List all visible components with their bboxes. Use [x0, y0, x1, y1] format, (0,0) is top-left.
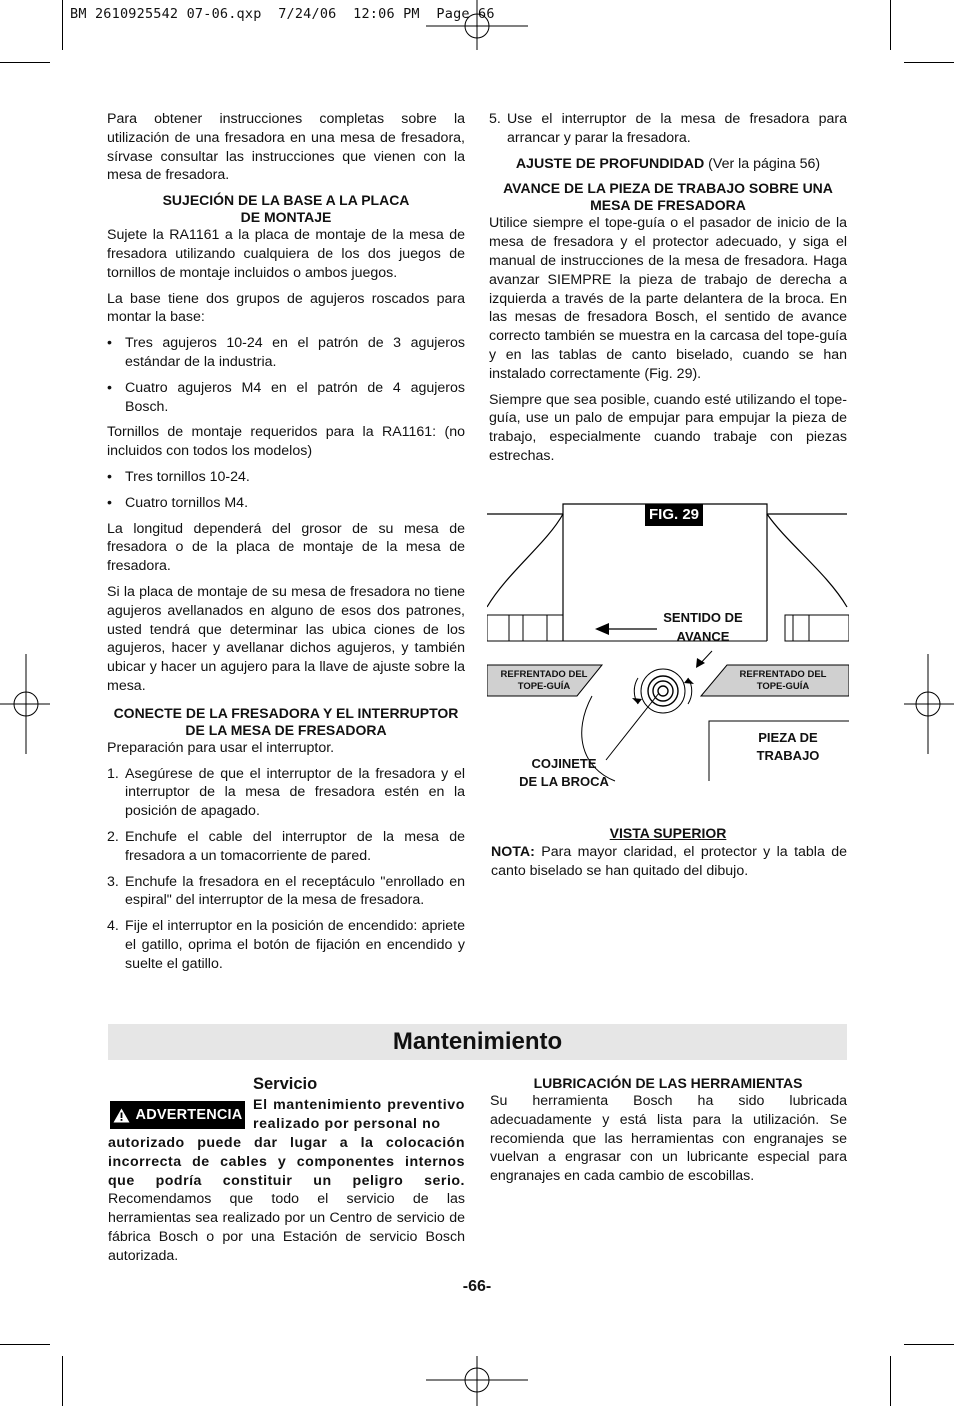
bullet-icon: • — [107, 494, 112, 511]
lubricacion-paragraph: Su herramienta Bosch ha sido lubricada adecuadamente y está lista para la utilización. Se recomienda que las herramientas con engranajes se vuelvan a engrasar con un lubricante especial para engranajes en cada cambio de escobillas. — [490, 1093, 847, 1185]
section-heading-conecte — [107, 705, 465, 739]
intro-paragraph: Para obtener instrucciones completas sobre la utilización de una fresadora en una mesa de fresadora, sírvase consultar las instrucciones que vienen con la mesa de fresadora. — [107, 111, 465, 184]
label-line: SENTIDO DE — [663, 610, 743, 625]
bullet-list — [107, 334, 465, 416]
ajuste-reference: (Ver la página 56) — [704, 155, 821, 172]
heading-line: DE LA MESA DE FRESADORA — [185, 721, 387, 738]
list-item — [107, 494, 465, 513]
paragraph: La base tiene dos grupos de agujeros roscados para montar la base: — [107, 290, 465, 326]
registration-mark-icon — [904, 654, 954, 754]
paragraph: Utilice siempre el tope-guía o el pasador de inicio de la mesa de fresadora y el protector adecuado, y siga el manual de instrucciones de la mesa de fresadora. Haga avanzar SIEMPRE la pieza de trabajo de derecha a izquierda a través de la parte delantera de la broca. En las mesas de fresadora Bosch, el sentido de avance correcto también se muestra en la carcasa del tope-guía y en las tablas de canto biselado, cuando se han instalado correctamente (Fig. 29). — [489, 215, 847, 382]
list-item-text: Cuatro tornillos M4. — [125, 494, 249, 511]
numbered-list — [107, 765, 465, 974]
bullet-icon: • — [107, 335, 112, 352]
sentido-label — [647, 608, 759, 646]
registration-mark-icon — [426, 0, 528, 50]
fence-left-curve — [487, 514, 563, 607]
list-number: 4. — [107, 918, 119, 935]
list-item — [107, 765, 465, 821]
refrentado-right-label — [727, 669, 839, 693]
list-number: 1. — [107, 765, 119, 782]
figure-tag: FIG. 29 — [645, 504, 703, 526]
bit-inner — [653, 681, 673, 701]
section-heading-avance — [489, 180, 847, 214]
crop-mark — [62, 1356, 63, 1406]
warning-badge — [110, 1101, 245, 1129]
label-line: REFRENTADO DEL — [739, 669, 827, 680]
list-item — [107, 468, 465, 487]
paragraph: Siempre que sea posible, cuando esté utilizando el tope-guía, use un palo de empujar para empujar la pieza de trabajo, especialmente cuando trabaje con piezas estrechas. — [489, 391, 847, 464]
ajuste-heading: AJUSTE DE PROFUNDIDAD — [515, 155, 705, 172]
lubricacion-heading: LUBRICACIÓN DE LAS HERRAMIENTAS — [533, 1075, 803, 1091]
label-line: AVANCE — [676, 629, 730, 644]
crop-mark — [904, 62, 954, 63]
paragraph: Tornillos de montaje requeridos para la RA1161: (no incluidos con todos los modelos) — [107, 424, 465, 460]
left-column — [107, 110, 465, 980]
label-line: REFRENTADO DEL — [500, 669, 588, 680]
cojinete-label — [509, 755, 619, 791]
list-item — [107, 917, 465, 973]
bullet-icon: • — [107, 379, 112, 396]
servicio-text: Recomendamos que todo el servicio de las herramientas sea realizado por un Centro de servicio de fábrica Bosch o por una Estación de servicio Bosch autorizada. — [108, 1191, 465, 1264]
label-line: TOPE-GUÍA — [756, 681, 810, 692]
label-line: DE LA BROCA — [519, 774, 609, 789]
label-line: TOPE-GUÍA — [517, 681, 571, 692]
heading-line: SUJECIÓN DE LA BASE A LA PLACA — [162, 192, 410, 209]
fence-right-curve — [767, 514, 847, 607]
refrentado-left-label — [489, 669, 599, 693]
list-item-text: Asegúrese de que el interruptor de la fresadora y el interruptor de la mesa de fresadora estén en la posición de apagado. — [125, 765, 465, 820]
heading-line: CONECTE DE LA FRESADORA Y EL INTERRUPTOR — [113, 704, 459, 721]
heading-line: AVANCE DE LA PIEZA DE TRABAJO SOBRE UNA — [503, 180, 833, 197]
paragraph: Sujete la RA1161 a la placa de montaje de la mesa de fresadora utilizando cualquiera de los dos juegos de tornillos de montaje incluidos o ambos juegos. — [107, 227, 465, 281]
list-item-text: Tres agujeros 10-24 en el patrón de 3 agujeros estándar de la industria. — [125, 335, 465, 370]
crop-mark — [0, 1344, 50, 1345]
registration-mark-icon — [426, 1356, 528, 1406]
paragraph: La longitud dependerá del grosor de su mesa de fresadora o de la placa de montaje de la mesa de fresadora. — [107, 520, 465, 575]
ajuste-line — [489, 155, 847, 174]
heading-line: DE MONTAJE — [240, 209, 332, 226]
crop-mark — [890, 1356, 891, 1406]
heading-line: MESA DE FRESADORA — [590, 197, 746, 214]
figure-29 — [487, 503, 849, 825]
servicio-heading: Servicio — [253, 1075, 318, 1093]
registration-mark-icon — [0, 654, 50, 754]
label-line: PIEZA DE — [758, 730, 818, 745]
list-number: 2. — [107, 828, 119, 845]
bit-core — [658, 686, 668, 696]
servicio-paragraph — [108, 1134, 465, 1266]
crop-mark — [62, 0, 63, 50]
list-item — [107, 334, 465, 372]
right-column — [489, 110, 847, 473]
numbered-list — [489, 110, 847, 148]
list-item — [107, 379, 465, 417]
list-item — [107, 873, 465, 911]
nota-label: NOTA: — [491, 844, 535, 860]
fence-block-left — [487, 615, 563, 641]
list-item-text: Enchufe el cable del interruptor de la mesa de fresadora a un tomacorriente de pared. — [125, 828, 465, 864]
vista-superior-caption: VISTA SUPERIOR — [609, 825, 727, 841]
bullet-icon: • — [107, 468, 112, 485]
list-item-text: Cuatro agujeros M4 en el patrón de 4 agujeros Bosch. — [125, 379, 465, 415]
list-item — [107, 828, 465, 866]
feed-arrow-icon — [595, 623, 609, 635]
paragraph: Si la placa de montaje de su mesa de fresadora no tiene agujeros avellanados en alguno de esos dos patrones, usted tendrá que determinar las ubica ciones de los agujeros, hacer y avellanar dichos agujeros, y también ubicar y hacer un agujero para la llave de ajuste sobre la mesa. — [107, 583, 465, 694]
label-line: COJINETE — [531, 756, 597, 771]
list-item-text: Fije el interruptor en la posición de encendido: apriete el gatillo, oprima el botón de fijación en encendido y suelte el gatillo. — [125, 918, 465, 972]
nota-text: Para mayor claridad, el protector y la tabla de canto biselado se han quitado del dibujo. — [491, 844, 847, 879]
warning-lead-text: El mantenimiento preventivo realizado por personal no — [253, 1097, 465, 1132]
list-item-text: Tres tornillos 10-24. — [125, 468, 250, 485]
printer-slug: BM 2610925542 07-06.qxp 7/24/06 12:06 PM Page 66 — [70, 6, 495, 22]
mantenimiento-title: Mantenimiento — [392, 1028, 563, 1055]
crop-mark — [890, 0, 891, 50]
warning-label: ADVERTENCIA — [135, 1107, 243, 1123]
pieza-label — [745, 729, 831, 765]
list-number: 5. — [489, 111, 501, 127]
nota-paragraph — [491, 843, 847, 881]
paragraph: Preparación para usar el interruptor. — [107, 739, 335, 756]
list-item — [489, 110, 847, 148]
page-number: -66- — [462, 1278, 492, 1295]
list-item-text: Use el interruptor de la mesa de fresadora para arrancar y parar la fresadora. — [507, 111, 847, 146]
warning-triangle-icon — [113, 1108, 130, 1123]
list-number: 3. — [107, 873, 119, 890]
fence-block-right — [785, 615, 849, 641]
mantenimiento-band — [108, 1024, 847, 1060]
list-item-text: Enchufe la fresadora en el receptáculo "enrollado en espiral" del interruptor de la mesa de fresadora. — [125, 873, 465, 909]
section-heading-sujecion — [107, 192, 465, 226]
crop-mark — [0, 62, 50, 63]
crop-mark — [904, 1344, 954, 1345]
bullet-list — [107, 468, 465, 513]
label-line: TRABAJO — [756, 748, 820, 763]
warning-bold-text: autorizado puede dar lugar a la colocación incorrecta de cables y componentes internos que podría constituir un peligro serio. — [108, 1135, 465, 1189]
